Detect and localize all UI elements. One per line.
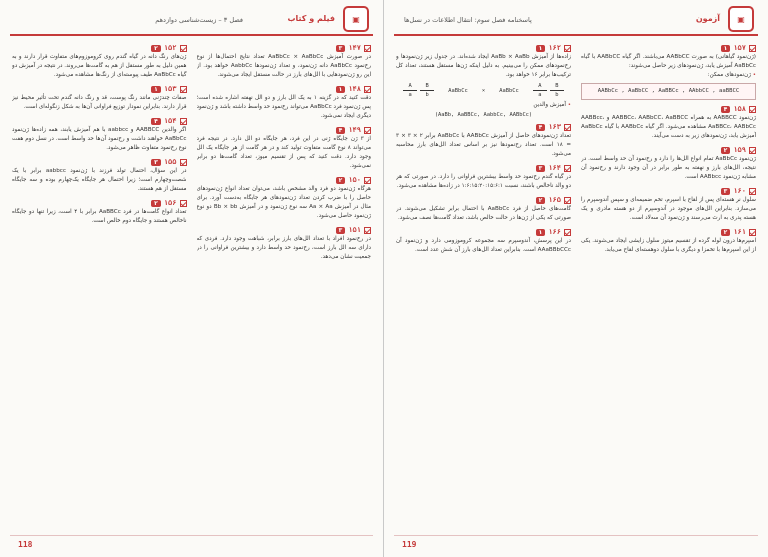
page-footer xyxy=(384,535,768,551)
page-header xyxy=(0,6,383,36)
answer-text: (ژن‌نمود گیاهانی) به صورت AABbCC می‌باشند. اگر گیاه AABbCC با گیاه AaBbCc آمیزش یابد، ژن‌نمودهای زیر حاصل می‌شوند: xyxy=(581,54,756,69)
answer-item xyxy=(581,187,756,223)
answer-item xyxy=(12,85,187,112)
answer-text: دقت کنید که در گزینه ۱ به یک الل بارز و دو الل نهفته اشاره شده است؛ پس ژن‌نمود فرد AaBbCc می‌تواند رخ‌نمود حد واسط داشته باشد و ژن‌نمود دیگری ایجاد نمی‌شود. xyxy=(196,95,371,119)
right-page xyxy=(384,0,768,557)
check-icon xyxy=(180,86,187,93)
answer-text: زاده‌ها از آمیزش AaBb × AaBb ایجاد شده‌اند. در جدول زیر ژن‌نمودها و رخ‌نمودهای ممکن را می‌بینیم. به دلیل اینکه ژن‌ها مستقل هستند، تعداد کل ترکیب‌ها برابر ۱۶ خواهد بود. xyxy=(396,54,571,78)
answer-item xyxy=(12,44,187,80)
answer-item xyxy=(197,126,372,171)
page-number: 119 xyxy=(402,540,417,549)
answer-item xyxy=(396,196,571,223)
answer-text: در این سؤال، احتمال تولد فرزند با ژن‌نمود aabbcc برابر با یک شصت‌وچهارم است؛ زیرا احتمال هر جایگاه یک‌چهارم بوده و سه جایگاه مستقل از هم هستند. xyxy=(12,168,187,192)
answer-item xyxy=(581,146,756,182)
answer-text: سلول نر هسته‌ای پس از لقاح با اسپرم، تخم ضمیمه‌ای و سپس آندوسپرم را می‌سازد. بنابراین الل‌های موجود در آندوسپرم از دو هسته مادری و یک هسته پدری به ارث می‌رسند و ژن‌نمود آن سه‌لاد است. xyxy=(581,197,756,221)
answer-text: از ۳ ژن جایگاه ژنی در این فرد، هر جایگاه دو الل دارد. در نتیجه فرد می‌تواند ۸ نوع گامت متفاوت تولید کند و در هر گامت از هر جایگاه یک الل وجود دارد. دقت کنید که پس از تقسیم میوز، تعداد گامت‌ها دو برابر نمی‌شود. xyxy=(196,136,371,169)
question-number: ۱۵۶ xyxy=(163,199,177,207)
check-icon xyxy=(364,86,371,93)
check-icon xyxy=(749,188,756,195)
page-header xyxy=(384,6,768,36)
cross-result: (AaBb, AaBBCc, AabbCc, AABbCc) xyxy=(434,112,533,118)
answer-text: گامت‌های حاصل از فرد AaBbCc با احتمال برابر تشکیل می‌شوند. در صورتی که یکی از ژن‌ها در حالت خالص باشد، تعداد گامت‌ها نصف می‌شود. xyxy=(396,206,571,221)
answer-text: تعداد ژن‌نمودهای حاصل از آمیزش AABbCc با AaBbCc برابر ۲ × ۳ × ۳ = ۱۸ است. تعداد رخ‌نمودها نیز بر اساس تعداد الل‌های بارز محاسبه می‌شود. xyxy=(396,133,571,157)
question-number: ۱۵۹ xyxy=(733,146,746,154)
correct-option-badge: ۱ xyxy=(536,45,546,52)
correct-option-badge: ۲ xyxy=(721,147,731,154)
question-number: ۱۵۱ xyxy=(348,226,361,234)
formula-title: • ژن‌نمودهای ممکن: xyxy=(581,71,756,80)
answer-text: هرگاه ژن‌نمود دو فرد والد مشخص باشد، می‌توان تعداد انواع ژن‌نمودهای حاصل را با ضرب کردن تعداد ژن‌نمودهای هر جایگاه به‌دست آورد. برای مثال در آمیزش Aa × Aa سه نوع ژن‌نمود و در آمیزش Bb × bb دو نوع ژن‌نمود حاصل می‌شود. xyxy=(196,186,371,219)
question-number: ۱۵۰ xyxy=(348,176,361,184)
correct-option-badge: ۲ xyxy=(536,197,546,204)
question-number: ۱۴۹ xyxy=(348,126,361,134)
answer-text: در گیاه گندم رخ‌نمود حد واسط بیشترین فراوانی را دارد. در صورتی که هر دو والد ناخالص باشند، نسبت ۱:۶:۱۵:۲۰:۱۵:۶:۱ در زاده‌ها مشاهده می‌شود. xyxy=(396,174,571,189)
check-icon xyxy=(749,229,756,236)
cross-label: • آمیزش والدین xyxy=(396,101,571,110)
question-number: ۱۵۲ xyxy=(163,44,177,52)
chapter-title: پاسخنامه فصل سوم: انتقال اطلاعات در نسل‌ها xyxy=(404,16,532,24)
correct-option-badge: ۴ xyxy=(336,127,346,134)
answer-item xyxy=(197,226,372,262)
answer-text: صفات چندژنی مانند رنگ پوست، قد و رنگ دانه گندم تحت تأثیر محیط نیز قرار دارند. بنابراین نمودار توزیع فراوانی آن‌ها به شکل زنگوله‌ای است. xyxy=(12,95,187,110)
chapter-title: فصل ۳ – زیست‌شناسی دوازدهم xyxy=(155,16,243,24)
parent-b-genotype: AaBbCc xyxy=(499,87,519,94)
column-right xyxy=(581,44,756,531)
genotype-formula-box: AABbCc , AaBbCC , AaBBCc , AAbbCC , aaBBCC xyxy=(581,83,756,100)
answer-text: تعداد انواع گامت‌ها در فرد AaBBCc برابر با ۴ است، زیرا تنها دو جایگاه ناخالص هستند و جایگاه دوم خالص است. xyxy=(12,209,187,224)
answer-columns xyxy=(12,44,371,531)
chromosome-pair-icon: A a B b xyxy=(403,83,434,98)
correct-option-badge: ۳ xyxy=(336,45,346,52)
check-icon xyxy=(364,45,371,52)
answer-text: در صورت آمیزش AaBbCc × AaBbCc تعداد نتایج احتمال‌ها از نوع رخ‌نمود AaBbCc دانه ژن‌نمود، و تعداد ژن‌نمودها AabbCc خواهد بود. از این رو ژن‌نمودهایی با الل‌های بارز در حالت مستقل ایجاد می‌شوند. xyxy=(196,54,371,78)
answer-item xyxy=(396,123,571,159)
check-icon xyxy=(564,124,571,131)
check-icon xyxy=(564,197,571,204)
question-number: ۱۶۶ xyxy=(548,228,561,236)
answer-text: در رخ‌نمود افراد با تعداد الل‌های بارز برابر، شباهت وجود دارد. فردی که دارای سه الل بارز است، رخ‌نمود حد واسط دارد و بیشترین فراوانی را در جمعیت نشان می‌دهد. xyxy=(196,236,371,260)
answer-item xyxy=(12,199,187,226)
question-number: ۱۶۳ xyxy=(548,123,561,131)
column-right xyxy=(197,44,372,531)
answer-text: در این پرسش، آندوسپرم سه مجموعه کروموزومی دارد و ژن‌نمود آن AAaBBbCCc است. بنابراین تعداد الل‌های بارز آن شش عدد است. xyxy=(396,238,571,253)
correct-option-badge: ۱ xyxy=(536,229,546,236)
check-icon xyxy=(180,45,187,52)
correct-option-badge: ۲ xyxy=(151,200,161,207)
question-number: ۱۴۸ xyxy=(348,85,361,93)
question-number: ۱۴۷ xyxy=(348,44,361,52)
answer-item xyxy=(396,228,571,255)
check-icon xyxy=(180,118,187,125)
correct-option-badge: ۳ xyxy=(336,227,346,234)
correct-option-badge: ۱ xyxy=(151,86,161,93)
answer-item xyxy=(396,164,571,191)
correct-option-badge: ۲ xyxy=(336,177,346,184)
footer-rule xyxy=(10,535,373,536)
column-left xyxy=(12,44,187,531)
answer-text: اسپرم‌ها درون لوله گرده از تقسیم میتوز سلول زایشی ایجاد می‌شوند. یکی از این اسپرم‌ها با تخمزا و دیگری با سلول دوهسته‌ای لقاح می‌یابد. xyxy=(581,238,756,253)
chromosome-pair-icon: A a B b xyxy=(533,83,564,98)
question-number: ۱۵۷ xyxy=(733,44,746,52)
check-icon xyxy=(364,177,371,184)
answer-item xyxy=(396,44,571,118)
correct-option-badge: ۴ xyxy=(151,118,161,125)
check-icon xyxy=(364,127,371,134)
check-icon xyxy=(564,165,571,172)
footer-rule xyxy=(394,535,758,536)
answer-item xyxy=(197,44,372,80)
question-number: ۱۵۵ xyxy=(163,158,177,166)
check-icon xyxy=(364,227,371,234)
question-number: ۱۶۱ xyxy=(733,228,746,236)
answer-item xyxy=(197,176,372,221)
correct-option-badge: ۱ xyxy=(721,45,731,52)
correct-option-badge: ۲ xyxy=(151,45,161,52)
question-number: ۱۵۸ xyxy=(733,105,746,113)
answer-item xyxy=(12,117,187,153)
correct-option-badge: ۳ xyxy=(151,159,161,166)
correct-option-badge: ۲ xyxy=(721,229,731,236)
answer-columns xyxy=(396,44,756,531)
question-number: ۱۶۴ xyxy=(548,164,561,172)
answer-item xyxy=(197,85,372,121)
question-number: ۱۵۳ xyxy=(163,85,177,93)
page-number: 118 xyxy=(18,540,33,549)
correct-option-badge: ۴ xyxy=(536,124,546,131)
cross-diagram xyxy=(396,83,571,98)
correct-option-badge: ۳ xyxy=(536,165,546,172)
question-number: ۱۶۵ xyxy=(548,196,561,204)
question-number: ۱۶۰ xyxy=(733,187,746,195)
check-icon xyxy=(564,229,571,236)
cross-symbol: × xyxy=(481,87,486,94)
answer-item xyxy=(12,158,187,194)
parent-a-genotype: AaBbCc xyxy=(448,87,468,94)
answer-text: ژن‌نمود AaBbCc تمام انواع الل‌ها را دارد و رخ‌نمود آن حد واسط است. در نتیجه، الل‌های بارز و نهفته به طور برابر در آن وجود دارند و رخ‌نمود آن مشابه ژن‌نمود AABbcc است. xyxy=(581,156,756,180)
question-number: ۱۵۴ xyxy=(163,117,177,125)
answer-text: ژن‌نمود AABBCC به همراه AABBCc، AABbCC، AaBBCC و AABBcc، AaBBCc، AABbCc مشاهده می‌شود. اگر گیاه AABbCc با گیاه AaBbCc آمیزش یابد، ژن‌نمودهای زیر به دست می‌آیند. xyxy=(581,115,756,139)
check-icon xyxy=(749,45,756,52)
brand-title: آزمون xyxy=(695,14,720,23)
page-footer xyxy=(0,535,383,551)
correct-option-badge: ۳ xyxy=(721,188,731,195)
check-icon xyxy=(564,45,571,52)
answer-text: ژن‌های رنگ دانه در گیاه گندم روی کروموزوم‌های متفاوت قرار دارند و به همین دلیل به طور مستقل از هم به گامت‌ها می‌روند. در نتیجه در آمیزش دو گیاه AaBbCc طیف پیوسته‌ای از رنگ‌ها مشاهده می‌شود. xyxy=(12,54,187,78)
check-icon xyxy=(180,200,187,207)
answer-text: اگر والدین AABBCC و aabbcc با هم آمیزش یابند، همه زاده‌ها ژن‌نمود AaBbCc خواهند داشت و رخ‌نمود آن‌ها حد واسط است. در نسل دوم هفت نوع رخ‌نمود متفاوت ظاهر می‌شود. xyxy=(12,127,187,151)
publisher-logo: ▣ xyxy=(343,6,369,32)
publisher-logo: ▣ xyxy=(728,6,754,32)
answer-item xyxy=(581,105,756,141)
correct-option-badge: ۴ xyxy=(721,106,731,113)
answer-item xyxy=(581,44,756,100)
question-number: ۱۶۲ xyxy=(548,44,561,52)
brand-title: فیلم و کتاب xyxy=(287,14,335,23)
header-rule xyxy=(394,34,758,36)
correct-option-badge: ۱ xyxy=(336,86,346,93)
check-icon xyxy=(749,147,756,154)
check-icon xyxy=(180,159,187,166)
header-rule xyxy=(10,34,373,36)
column-left xyxy=(396,44,571,531)
answer-item xyxy=(581,228,756,255)
check-icon xyxy=(749,106,756,113)
